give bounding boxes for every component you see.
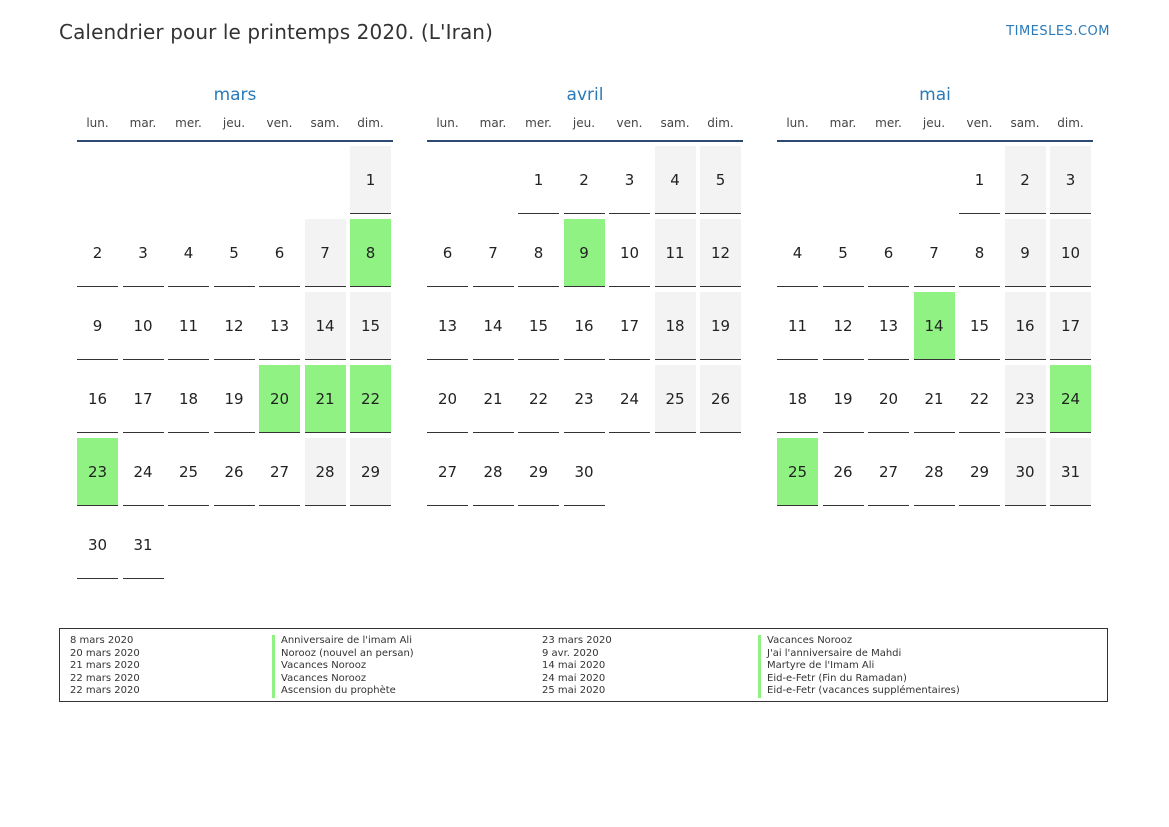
day-cell[interactable]: 17: [123, 365, 164, 433]
day-cell[interactable]: 19: [823, 365, 864, 433]
legend-holiday-name: Eid-e-Fetr (vacances supplémentaires): [758, 685, 960, 698]
day-cell[interactable]: 24: [609, 365, 650, 433]
legend-holiday-name: Anniversaire de l'imam Ali: [272, 635, 414, 648]
day-cell[interactable]: 18: [655, 292, 696, 360]
day-cell[interactable]: 10: [1050, 219, 1091, 287]
legend-date: 25 mai 2020: [542, 685, 606, 696]
day-cell[interactable]: 8: [518, 219, 559, 287]
day-grid: [777, 146, 1093, 507]
day-cell[interactable]: 28: [914, 438, 955, 506]
day-cell[interactable]: 4: [168, 219, 209, 287]
legend-names-column: [272, 635, 414, 698]
day-cell[interactable]: 27: [427, 438, 468, 506]
day-cell[interactable]: 25: [655, 365, 696, 433]
month-name: avril: [566, 85, 604, 105]
day-cell[interactable]: 24: [123, 438, 164, 506]
month-avril: [427, 84, 743, 511]
day-cell[interactable]: 29: [350, 438, 391, 506]
day-cell[interactable]: 12: [700, 219, 741, 287]
day-cell[interactable]: 11: [655, 219, 696, 287]
empty-day-cell: [473, 146, 514, 214]
day-cell[interactable]: 31: [123, 511, 164, 579]
empty-day-cell: [168, 146, 209, 214]
day-cell[interactable]: 26: [823, 438, 864, 506]
day-cell[interactable]: 3: [609, 146, 650, 214]
weekday-label: sam.: [660, 116, 690, 130]
page-title: Calendrier pour le printemps 2020. (L'Iran): [59, 20, 493, 44]
month-mars: [77, 84, 393, 584]
weekday-label: mer.: [175, 116, 202, 130]
day-cell[interactable]: 5: [214, 219, 255, 287]
month-name: mai: [919, 85, 951, 105]
holiday-day-cell[interactable]: 25: [777, 438, 818, 506]
weekday-label: jeu.: [572, 116, 596, 130]
day-grid: [77, 146, 393, 580]
day-cell[interactable]: 12: [214, 292, 255, 360]
week-row: [77, 292, 393, 361]
day-cell[interactable]: 22: [959, 365, 1000, 433]
legend-date: 22 mars 2020: [70, 685, 140, 696]
empty-day-cell: [305, 146, 346, 214]
day-cell[interactable]: 6: [427, 219, 468, 287]
day-cell[interactable]: 26: [214, 438, 255, 506]
weekday-label: mer.: [875, 116, 902, 130]
day-cell[interactable]: 13: [868, 292, 909, 360]
day-cell[interactable]: 14: [473, 292, 514, 360]
day-cell[interactable]: 20: [427, 365, 468, 433]
legend-date: 8 mars 2020: [70, 635, 134, 646]
legend-holiday-name: J'ai l'anniversaire de Mahdi: [758, 648, 960, 661]
day-cell[interactable]: 19: [214, 365, 255, 433]
day-cell[interactable]: 5: [700, 146, 741, 214]
holiday-day-cell[interactable]: 20: [259, 365, 300, 433]
weekday-label: lun.: [86, 116, 109, 130]
day-cell[interactable]: 9: [1005, 219, 1046, 287]
weekday-label: ven.: [966, 116, 993, 130]
weekday-label: sam.: [1010, 116, 1040, 130]
day-cell[interactable]: 2: [77, 219, 118, 287]
empty-day-cell: [823, 146, 864, 214]
week-row: [777, 292, 1093, 361]
day-cell[interactable]: 12: [823, 292, 864, 360]
legend-dates-column: [70, 635, 140, 698]
week-row: [427, 146, 743, 215]
empty-day-cell: [777, 146, 818, 214]
day-cell[interactable]: 1: [350, 146, 391, 214]
day-cell[interactable]: 30: [1005, 438, 1046, 506]
day-cell[interactable]: 4: [655, 146, 696, 214]
empty-day-cell: [305, 511, 346, 579]
day-cell[interactable]: 22: [518, 365, 559, 433]
empty-day-cell: [700, 438, 741, 506]
day-cell[interactable]: 10: [123, 292, 164, 360]
holiday-day-cell[interactable]: 14: [914, 292, 955, 360]
weekday-label: mar.: [829, 116, 857, 130]
legend-holiday-name: Vacances Norooz: [272, 660, 414, 673]
legend-date: 20 mars 2020: [70, 647, 140, 659]
weekday-label: mar.: [479, 116, 507, 130]
day-cell[interactable]: 27: [868, 438, 909, 506]
day-grid: [427, 146, 743, 507]
legend-holiday-name: Vacances Norooz: [758, 635, 960, 648]
week-row: [777, 438, 1093, 507]
empty-day-cell: [259, 511, 300, 579]
day-cell[interactable]: 14: [305, 292, 346, 360]
day-cell[interactable]: 23: [1005, 365, 1046, 433]
brand-link[interactable]: TIMESLES.COM: [1006, 24, 1110, 39]
legend-dates-column: [542, 635, 612, 698]
day-cell[interactable]: 7: [305, 219, 346, 287]
day-cell[interactable]: 28: [473, 438, 514, 506]
day-cell[interactable]: 21: [473, 365, 514, 433]
day-cell[interactable]: 19: [700, 292, 741, 360]
legend-date: 9 avr. 2020: [542, 647, 599, 659]
holiday-day-cell[interactable]: 24: [1050, 365, 1091, 433]
day-cell[interactable]: 7: [473, 219, 514, 287]
day-cell[interactable]: 18: [777, 365, 818, 433]
day-cell[interactable]: 5: [823, 219, 864, 287]
legend-holiday-name: Vacances Norooz: [272, 673, 414, 686]
day-cell[interactable]: 3: [1050, 146, 1091, 214]
empty-day-cell: [259, 146, 300, 214]
empty-day-cell: [427, 146, 468, 214]
weekday-label: mer.: [525, 116, 552, 130]
day-cell[interactable]: 11: [168, 292, 209, 360]
empty-day-cell: [609, 438, 650, 506]
legend-date: 22 mars 2020: [70, 672, 140, 684]
day-cell[interactable]: 27: [259, 438, 300, 506]
week-row: [777, 146, 1093, 215]
legend-date: 14 mai 2020: [542, 660, 606, 671]
day-cell[interactable]: 21: [914, 365, 955, 433]
day-cell[interactable]: 8: [959, 219, 1000, 287]
legend-date: 24 mai 2020: [542, 672, 606, 684]
day-cell[interactable]: 17: [609, 292, 650, 360]
weekday-label: dim.: [707, 116, 734, 130]
holiday-day-cell[interactable]: 8: [350, 219, 391, 287]
legend-holiday-name: Norooz (nouvel an persan): [272, 648, 414, 661]
weekday-header: [427, 114, 743, 142]
day-cell[interactable]: 28: [305, 438, 346, 506]
day-cell[interactable]: 31: [1050, 438, 1091, 506]
legend-holiday-name: Martyre de l'Imam Ali: [758, 660, 960, 673]
day-cell[interactable]: 30: [564, 438, 605, 506]
day-cell[interactable]: 2: [1005, 146, 1046, 214]
day-cell[interactable]: 7: [914, 219, 955, 287]
day-cell[interactable]: 15: [350, 292, 391, 360]
day-cell[interactable]: 29: [959, 438, 1000, 506]
weekday-label: jeu.: [222, 116, 246, 130]
week-row: [777, 219, 1093, 288]
day-cell[interactable]: 6: [259, 219, 300, 287]
empty-day-cell: [350, 511, 391, 579]
weekday-header: [77, 114, 393, 142]
legend-names-column: [758, 635, 960, 698]
day-cell[interactable]: 25: [168, 438, 209, 506]
day-cell[interactable]: 13: [259, 292, 300, 360]
holiday-day-cell[interactable]: 9: [564, 219, 605, 287]
weekday-label: ven.: [266, 116, 293, 130]
week-row: [427, 219, 743, 288]
day-cell[interactable]: 26: [700, 365, 741, 433]
month-mai: [777, 84, 1093, 511]
empty-day-cell: [168, 511, 209, 579]
weekday-label: ven.: [616, 116, 643, 130]
day-cell[interactable]: 30: [77, 511, 118, 579]
week-row: [427, 292, 743, 361]
day-cell[interactable]: 15: [518, 292, 559, 360]
empty-day-cell: [214, 146, 255, 214]
day-cell[interactable]: 23: [564, 365, 605, 433]
day-cell[interactable]: 10: [609, 219, 650, 287]
empty-day-cell: [214, 511, 255, 579]
day-cell[interactable]: 11: [777, 292, 818, 360]
day-cell[interactable]: 29: [518, 438, 559, 506]
day-cell[interactable]: 20: [868, 365, 909, 433]
weekday-label: dim.: [357, 116, 384, 130]
holiday-legend: [59, 628, 1108, 702]
day-cell[interactable]: 3: [123, 219, 164, 287]
holiday-day-cell[interactable]: 21: [305, 365, 346, 433]
weekday-label: mar.: [129, 116, 157, 130]
legend-date: 23 mars 2020: [542, 635, 612, 646]
day-cell[interactable]: 1: [959, 146, 1000, 214]
legend-holiday-name: Ascension du prophète: [272, 685, 414, 698]
legend-holiday-name: Eid-e-Fetr (Fin du Ramadan): [758, 673, 960, 686]
day-cell[interactable]: 16: [1005, 292, 1046, 360]
day-cell[interactable]: 1: [518, 146, 559, 214]
weekday-label: sam.: [310, 116, 340, 130]
day-cell[interactable]: 15: [959, 292, 1000, 360]
weekday-label: lun.: [436, 116, 459, 130]
week-row: [77, 438, 393, 507]
empty-day-cell: [655, 438, 696, 506]
holiday-day-cell[interactable]: 22: [350, 365, 391, 433]
empty-day-cell: [914, 146, 955, 214]
holiday-day-cell[interactable]: 23: [77, 438, 118, 506]
empty-day-cell: [868, 146, 909, 214]
week-row: [77, 511, 393, 580]
week-row: [77, 146, 393, 215]
empty-day-cell: [77, 146, 118, 214]
day-cell[interactable]: 18: [168, 365, 209, 433]
week-row: [777, 365, 1093, 434]
weekday-label: jeu.: [922, 116, 946, 130]
legend-date: 21 mars 2020: [70, 660, 140, 671]
week-row: [77, 365, 393, 434]
weekday-header: [777, 114, 1093, 142]
day-cell[interactable]: 16: [564, 292, 605, 360]
day-cell[interactable]: 17: [1050, 292, 1091, 360]
empty-day-cell: [123, 146, 164, 214]
day-cell[interactable]: 6: [868, 219, 909, 287]
weekday-label: lun.: [786, 116, 809, 130]
day-cell[interactable]: 13: [427, 292, 468, 360]
week-row: [427, 365, 743, 434]
week-row: [77, 219, 393, 288]
month-name: mars: [213, 85, 257, 105]
day-cell[interactable]: 9: [77, 292, 118, 360]
day-cell[interactable]: 16: [77, 365, 118, 433]
day-cell[interactable]: 2: [564, 146, 605, 214]
day-cell[interactable]: 4: [777, 219, 818, 287]
weekday-label: dim.: [1057, 116, 1084, 130]
week-row: [427, 438, 743, 507]
